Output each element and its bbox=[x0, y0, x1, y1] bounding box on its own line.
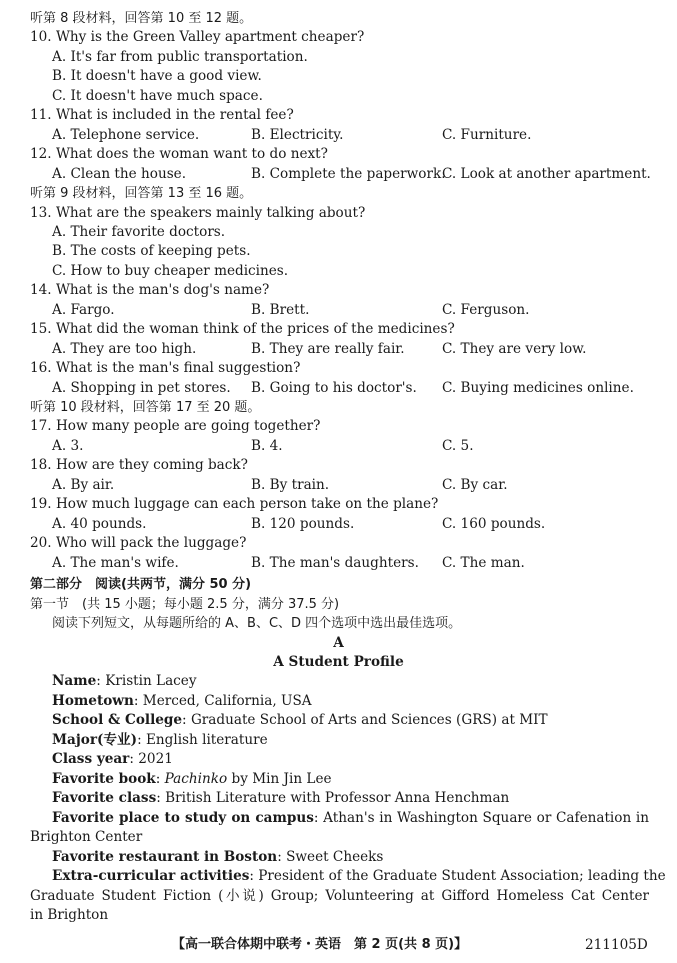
option-b: B. Going to his doctor's. bbox=[251, 379, 417, 396]
profile-restaurant: Favorite restaurant in Boston: Sweet Cheeks bbox=[52, 849, 384, 865]
question-stem bbox=[0, 145, 677, 165]
option-b: B. 120 pounds. bbox=[251, 515, 355, 532]
option-b: B. Electricity. bbox=[251, 126, 344, 143]
page-footer bbox=[0, 935, 677, 955]
option-text: B. It doesn't have a good view. bbox=[52, 68, 262, 85]
question-text: 17. How many people are going together? bbox=[30, 418, 321, 435]
option-c: C. Buying medicines online. bbox=[442, 379, 634, 396]
section-instruction-text: 听第 8 段材料，回答第 10 至 12 题。 bbox=[30, 11, 253, 26]
option-c: C. Ferguson. bbox=[442, 301, 530, 318]
section-instruction bbox=[0, 184, 677, 204]
question-text: 14. What is the man's dog's name? bbox=[30, 282, 270, 299]
answer-option bbox=[0, 67, 677, 87]
passage-title: A Student Profile bbox=[273, 654, 404, 670]
section-title: 第一节 (共 15 小题；每小题 2.5 分，满分 37.5 分) bbox=[30, 597, 340, 612]
question-text: 20. Who will pack the luggage? bbox=[30, 535, 247, 552]
question-stem bbox=[0, 281, 677, 301]
answer-options-row bbox=[0, 301, 677, 321]
answer-options-row bbox=[0, 476, 677, 496]
option-a: A. The man's wife. bbox=[52, 554, 179, 571]
question-text: 18. How are they coming back? bbox=[30, 457, 248, 474]
question-stem bbox=[0, 106, 677, 126]
profile-extra-1: Extra-curricular activities: President of the Graduate Student Association; leading the bbox=[52, 868, 666, 884]
answer-options-row bbox=[0, 165, 677, 185]
option-a: A. 40 pounds. bbox=[52, 515, 147, 532]
instruction: 阅读下列短文，从每题所给的 A、B、C、D 四个选项中选出最佳选项。 bbox=[52, 616, 462, 631]
profile-extra-2: Graduate Student Fiction (小说) Group; Volunteering at Gifford Homeless Cat Center bbox=[30, 888, 649, 904]
option-a: A. Fargo. bbox=[52, 301, 115, 318]
question-stem bbox=[0, 359, 677, 379]
option-c: C. 5. bbox=[442, 437, 474, 454]
option-c: C. Look at another apartment. bbox=[442, 165, 651, 182]
option-b: B. They are really fair. bbox=[251, 340, 405, 357]
footer-code: 211105D bbox=[585, 937, 648, 953]
section-instruction bbox=[0, 398, 677, 418]
answer-options-row bbox=[0, 515, 677, 535]
question-text: 13. What are the speakers mainly talking about? bbox=[30, 204, 366, 221]
question-text: 11. What is included in the rental fee? bbox=[30, 107, 294, 124]
profile-place-2: Brighton Center bbox=[30, 829, 143, 845]
section-instruction bbox=[0, 9, 677, 29]
option-a: A. 3. bbox=[52, 437, 84, 454]
option-b: B. Brett. bbox=[251, 301, 310, 318]
option-c: C. They are very low. bbox=[442, 340, 587, 357]
part-title: 第二部分 阅读(共两节，满分 50 分) bbox=[30, 577, 252, 592]
question-text: 12. What does the woman want to do next? bbox=[30, 146, 328, 163]
option-a: A. By air. bbox=[52, 476, 115, 493]
option-c: C. 160 pounds. bbox=[442, 515, 546, 532]
option-b: B. By train. bbox=[251, 476, 330, 493]
profile-school: School & College: Graduate School of Arts and Sciences (GRS) at MIT bbox=[52, 712, 548, 728]
option-text: A. It's far from public transportation. bbox=[52, 48, 308, 65]
option-b: B. The man's daughters. bbox=[251, 554, 419, 571]
answer-option bbox=[0, 242, 677, 262]
option-text: B. The costs of keeping pets. bbox=[52, 243, 251, 260]
option-c: C. By car. bbox=[442, 476, 508, 493]
option-b: B. Complete the paperwork. bbox=[251, 165, 446, 182]
answer-options-row bbox=[0, 126, 677, 146]
question-stem bbox=[0, 417, 677, 437]
question-stem bbox=[0, 204, 677, 224]
answer-options-row bbox=[0, 554, 677, 574]
answer-option bbox=[0, 262, 677, 282]
question-stem bbox=[0, 28, 677, 48]
answer-options-row bbox=[0, 437, 677, 457]
profile-hometown: Hometown: Merced, California, USA bbox=[52, 693, 312, 709]
answer-option bbox=[0, 87, 677, 107]
option-text: A. Their favorite doctors. bbox=[52, 223, 226, 240]
question-stem bbox=[0, 320, 677, 340]
question-text: 16. What is the man's final suggestion? bbox=[30, 360, 301, 377]
option-b: B. 4. bbox=[251, 437, 283, 454]
answer-option bbox=[0, 48, 677, 68]
option-a: A. Shopping in pet stores. bbox=[52, 379, 231, 396]
option-c: C. The man. bbox=[442, 554, 525, 571]
option-text: C. How to buy cheaper medicines. bbox=[52, 262, 289, 279]
passage-letter: A bbox=[333, 635, 344, 651]
question-stem bbox=[0, 534, 677, 554]
option-text: C. It doesn't have much space. bbox=[52, 87, 263, 104]
question-stem bbox=[0, 495, 677, 515]
option-a: A. Telephone service. bbox=[52, 126, 200, 143]
answer-option bbox=[0, 223, 677, 243]
option-c: C. Furniture. bbox=[442, 126, 532, 143]
question-stem bbox=[0, 456, 677, 476]
question-text: 15. What did the woman think of the prices of the medicines? bbox=[30, 321, 455, 338]
profile-name: Name: Kristin Lacey bbox=[52, 673, 197, 689]
answer-options-row bbox=[0, 379, 677, 399]
option-a: A. Clean the house. bbox=[52, 165, 187, 182]
option-a: A. They are too high. bbox=[52, 340, 197, 357]
section-instruction-text: 听第 9 段材料，回答第 13 至 16 题。 bbox=[30, 186, 253, 201]
profile-class: Favorite class: British Literature with Professor Anna Henchman bbox=[52, 790, 510, 806]
profile-book: Favorite book: Pachinko by Min Jin Lee bbox=[52, 771, 332, 787]
section-instruction-text: 听第 10 段材料，回答第 17 至 20 题。 bbox=[30, 400, 261, 415]
profile-place-1: Favorite place to study on campus: Athan's in Washington Square or Cafenation in bbox=[52, 810, 650, 826]
profile-extra-3: in Brighton bbox=[30, 907, 109, 923]
profile-class-year: Class year: 2021 bbox=[52, 751, 173, 767]
profile-major: Major(专业): English literature bbox=[52, 732, 268, 748]
question-text: 10. Why is the Green Valley apartment cheaper? bbox=[30, 29, 365, 46]
question-text: 19. How much luggage can each person take on the plane? bbox=[30, 496, 439, 513]
answer-options-row bbox=[0, 340, 677, 360]
footer-title: 【高一联合体期中联考・英语 第 2 页(共 8 页)】 bbox=[172, 937, 468, 952]
